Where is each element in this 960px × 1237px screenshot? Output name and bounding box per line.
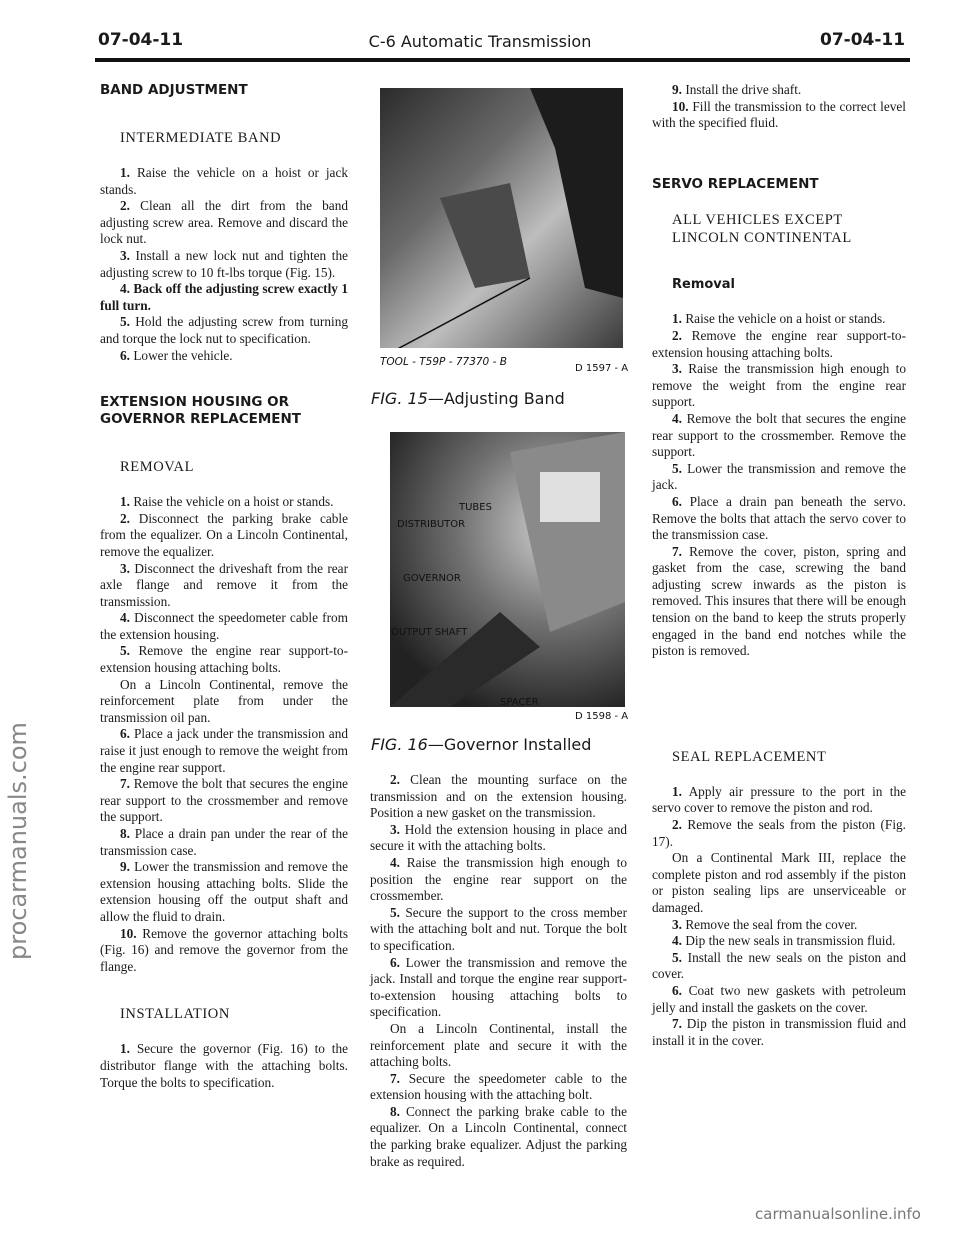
- step-item: 3. Install a new lock nut and tighten the adjusting screw to 10 ft-lbs torque (Fig. 15).: [100, 247, 348, 280]
- step-item: 4. Remove the bolt that secures the engine rear support to the crossmember. Remove the support.: [652, 410, 906, 460]
- step-item: 1. Secure the governor (Fig. 16) to the distributor flange with the attaching bolts. Torque the bolts to specification.: [100, 1041, 348, 1090]
- figure-16-label-governor: GOVERNOR: [403, 573, 461, 584]
- step-list-servo-removal: [652, 311, 906, 659]
- step-item: 5. Hold the adjusting screw from turning and torque the lock nut to specification.: [100, 314, 349, 346]
- step-item: 2. Clean the mounting surface on the transmission and on the extension housing. Position a new gasket on the transmission.: [370, 772, 628, 821]
- step-item: 1. Raise the vehicle on a hoist or jack stands.: [100, 165, 348, 197]
- step-item: 6. Coat two new gaskets with petroleum jelly and install the gaskets on the cover.: [652, 982, 906, 1015]
- header-rule: [95, 58, 910, 62]
- step-item: 4. Dip the new seals in transmission fluid.: [672, 933, 896, 949]
- step-item: 2. Remove the seals from the piston (Fig. 17).: [652, 817, 906, 849]
- step-item: 1. Apply air pressure to the port in the servo cover to remove the piston and rod.: [652, 783, 906, 816]
- subheading-seal-replacement: SEAL REPLACEMENT: [672, 748, 827, 765]
- section-heading-extension-1: EXTENSION HOUSING OR: [100, 394, 290, 411]
- step-item: 9. Install the drive shaft.: [672, 82, 802, 97]
- step-item: 3. Hold the extension housing in place and secure it with the attaching bolts.: [370, 821, 627, 854]
- step-item: 10. Remove the governor attaching bolts (Fig. 16) and remove the governor from the flange.: [100, 925, 349, 974]
- step-item: 8. Place a drain pan under the rear of the transmission case.: [100, 826, 348, 858]
- section-heading-extension-2: GOVERNOR REPLACEMENT: [100, 411, 301, 428]
- figure-16-label-output-shaft: OUTPUT SHAFT: [391, 627, 468, 638]
- step-item: 6. Lower the vehicle.: [120, 347, 233, 363]
- step-item: 6. Lower the transmission and remove the jack. Install and torque the engine rear support-to-extension housing attaching bolts to specification.: [370, 954, 628, 1020]
- subheading-all-vehicles-1: ALL VEHICLES EXCEPT: [672, 211, 843, 228]
- column-3: [652, 82, 906, 1049]
- subheading-installation: INSTALLATION: [120, 1006, 230, 1023]
- step-item: 8. Connect the parking brake cable to the equalizer. On a Lincoln Continental, connect the parking brake equalizer. Adjust the parking brake as required.: [370, 1103, 627, 1169]
- section-heading-servo: SERVO REPLACEMENT: [652, 175, 819, 192]
- figure-16-code: D 1598 - A: [575, 711, 629, 722]
- step-list-band: [100, 165, 348, 364]
- figure-15-photo: [380, 88, 623, 348]
- subheading-intermediate-band: INTERMEDIATE BAND: [120, 130, 282, 146]
- step-item: On a Continental Mark III, replace the complete piston and rod assembly if the piston or piston sealing lips are unserviceable or damaged.: [652, 850, 906, 915]
- step-list-removal: [100, 494, 348, 975]
- subheading-removal: Removal: [672, 276, 736, 292]
- side-watermark-text: procarmanuals.com: [4, 722, 32, 960]
- figure-16-label-distributor: DISTRIBUTOR: [397, 519, 466, 530]
- step-item: 10. Fill the transmission to the correct level with the specified fluid.: [652, 98, 906, 131]
- figure-16-drawing: [390, 432, 625, 707]
- figure-16-label-spacer: SPACER: [500, 697, 539, 708]
- subheading-all-vehicles-2: LINCOLN CONTINENTAL: [672, 229, 852, 246]
- figure-15-drawing: [380, 88, 623, 348]
- page-number-left: 07-04-11: [98, 30, 184, 50]
- side-watermark: [0, 180, 38, 1000]
- step-item: 3. Disconnect the driveshaft from the rear axle flange and remove it from the transmission.: [100, 560, 348, 609]
- step-item: On a Lincoln Continental, install the reinforcement plate and secure it with the attaching bolts.: [370, 1020, 627, 1070]
- step-list-seal: [652, 784, 906, 1050]
- figure-16-caption: FIG. 16—Governor Installed: [371, 735, 592, 754]
- step-item: 2. Remove the engine rear support-to-extension housing attaching bolts.: [652, 327, 906, 360]
- step-item: 3. Remove the seal from the cover.: [672, 916, 858, 932]
- figure-15-tool-label: TOOL - T59P - 77370 - B: [380, 356, 507, 368]
- step-item: 9. Lower the transmission and remove the extension housing attaching bolts. Slide the extension housing off the output shaft and allow the fluid to drain.: [100, 859, 349, 924]
- step-item: 2. Disconnect the parking brake cable from the equalizer. On a Lincoln Continental, remove the equalizer.: [100, 510, 348, 559]
- figure-16-label-tubes: TUBES: [459, 502, 492, 513]
- step-item: 1. Raise the vehicle on a hoist or stands.: [120, 494, 334, 510]
- page-number-right: 07-04-11: [820, 30, 906, 50]
- step-item: 5. Remove the engine rear support-to-extension housing attaching bolts.: [100, 643, 348, 676]
- step-item: 7. Dip the piston in transmission fluid and install it in the cover.: [652, 1016, 906, 1048]
- step-item: 4. Disconnect the speedometer cable from the extension housing.: [100, 610, 348, 642]
- figure-15-caption: FIG. 15—Adjusting Band: [371, 389, 565, 408]
- step-item: 5. Secure the support to the cross member with the attaching bolt and nut. Torque the bolt to specification.: [370, 904, 627, 953]
- step-item: 7. Remove the bolt that secures the engine rear support to the crossmember and remove the support.: [100, 776, 348, 825]
- step-item: On a Lincoln Continental, remove the reinforcement plate from under the transmission oil pan.: [100, 676, 348, 725]
- step-item: 5. Install the new seals on the piston and cover.: [652, 949, 907, 982]
- step-item: 6. Place a jack under the transmission and raise it just enough to remove the weight from the engine rear support.: [100, 726, 349, 775]
- step-item: 2. Clean all the dirt from the band adjusting screw area. Remove and discard the lock nut.: [100, 198, 348, 247]
- column-1: [100, 82, 348, 1091]
- figure-15-code: D 1597 - A: [575, 363, 629, 374]
- step-item: 7. Secure the speedometer cable to the extension housing with the attaching bolt.: [370, 1070, 627, 1103]
- section-heading-band-adjustment: BAND ADJUSTMENT: [100, 82, 248, 98]
- subheading-removal: REMOVAL: [120, 459, 195, 476]
- step-item: 4. Raise the transmission high enough to position the engine rear support on the crossmember.: [370, 854, 627, 904]
- page-title: C-6 Automatic Transmission: [368, 32, 592, 51]
- step-item: 5. Lower the transmission and remove the jack.: [652, 460, 907, 493]
- step-item: 1. Raise the vehicle on a hoist or stands.: [672, 311, 886, 327]
- step-item: 3. Raise the transmission high enough to remove the weight from the engine rear support.: [652, 361, 906, 410]
- footer-watermark: carmanualsonline.info: [755, 1205, 921, 1223]
- step-item: 6. Place a drain pan beneath the servo. Remove the bolts that attach the servo cover to the transmission case.: [652, 493, 906, 543]
- step-item: 4. Back off the adjusting screw exactly 1 full turn.: [100, 281, 348, 313]
- figure-16-photo: [390, 432, 625, 707]
- column-2-text: [370, 772, 627, 1170]
- step-item: 7. Remove the cover, piston, spring and gasket from the case, screwing the band adjusting screw inwards as the piston is removed. This insures that there will be enough tension on the band to keep the struts properly engaged in the band end notches while the piston is removed.: [652, 543, 907, 659]
